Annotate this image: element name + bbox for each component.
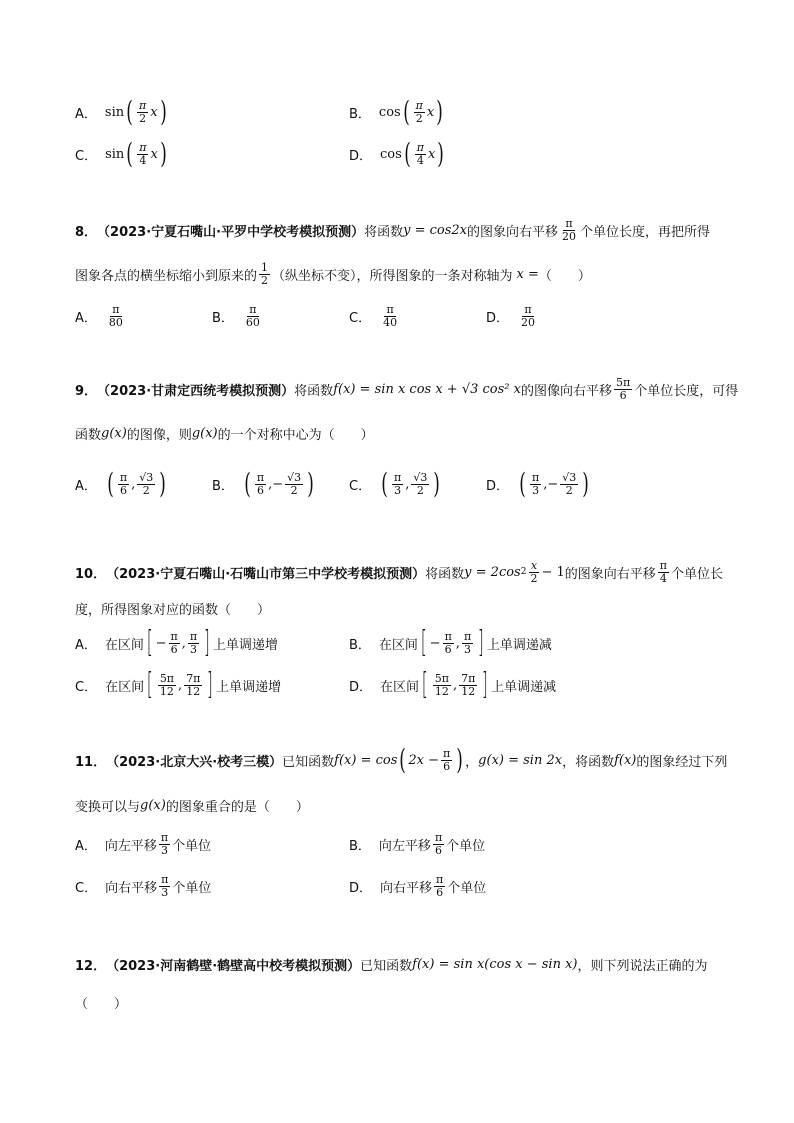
- q11-option-b: [349, 832, 485, 856]
- option-label: C．: [75, 679, 98, 695]
- answer-paren: （ ）: [75, 997, 128, 1012]
- q9-stem-line2: [75, 424, 374, 443]
- fraction: $\frac{\pi}{3}$: [160, 831, 169, 857]
- stem-text: 的图象经过下列: [636, 754, 728, 770]
- option-text: 上单调递增: [212, 637, 278, 653]
- option-text: 向右平移: [105, 880, 158, 896]
- option-label: C．: [75, 148, 98, 164]
- fraction: $\frac{\pi}{2}$: [139, 98, 147, 125]
- option-label: B．: [212, 310, 234, 326]
- option-label: A．: [75, 310, 97, 326]
- stem-text: 度，所得图象对应的函数（ ）: [75, 603, 271, 618]
- math-expression: g(x) = sin 2x: [478, 752, 563, 768]
- q11-stem-line2: [75, 796, 309, 815]
- fraction: $\frac{5\pi}{12}$: [159, 671, 175, 698]
- answer-paren: （ ）: [538, 268, 591, 284]
- option-text: 在区间: [378, 637, 418, 653]
- option-label: A．: [75, 637, 97, 653]
- q8-option-c: [349, 304, 401, 328]
- option-label: B．: [212, 478, 234, 494]
- option-text: 向左平移: [378, 838, 431, 854]
- stem-text: 个单位长度，可得: [634, 383, 739, 399]
- fraction: $\frac{7\pi}{12}$: [186, 671, 201, 698]
- fraction: $\frac{\pi}{3}$: [394, 470, 402, 497]
- q7-option-a: A． sin ( $\frac{\pi}{2}$ x ): [75, 95, 167, 128]
- q7-option-b: B． cos ( $\frac{\pi}{2}$ x ): [349, 95, 443, 128]
- fraction: $\frac{\pi}{3}$: [531, 470, 540, 497]
- q7-option-c: C． sin ( $\frac{\pi}{4}$ x ): [75, 137, 167, 170]
- question-number: 10．: [75, 566, 107, 582]
- math-expression: − 1: [541, 564, 565, 580]
- q10-stem-line1: [75, 560, 723, 584]
- fraction: $\frac{5\pi}{12}$: [434, 671, 449, 698]
- stem-text: 的图象向右平移: [467, 224, 559, 240]
- math-expression: g(x): [101, 426, 127, 441]
- math-expression: f(x) = sin x cos x + √3 cos² x: [333, 381, 521, 397]
- math-expression: f(x) = sin x(cos x − sin x): [412, 957, 578, 972]
- option-text: 上单调递减: [491, 679, 557, 695]
- stem-text: 个单位长度，再把所得: [580, 224, 711, 240]
- option-text: 在区间: [104, 637, 144, 653]
- fraction: $\frac{7\pi}{12}$: [461, 671, 476, 698]
- fraction: $\frac{\pi}{6}$: [256, 470, 265, 497]
- option-label: A．: [75, 838, 97, 854]
- fraction: $\frac{5\pi}{6}$: [616, 376, 631, 402]
- fraction: $\frac{\pi}{3}$: [161, 873, 169, 899]
- stem-text: （纵坐标不变），所得图象的一条对称轴为: [272, 268, 513, 284]
- q8-option-b: [212, 304, 264, 328]
- math-expression: f(x): [614, 752, 637, 768]
- variable: x: [426, 104, 435, 120]
- fraction: $\frac{\pi}{20}$: [562, 217, 577, 243]
- fraction: $\frac{√3}{2}$: [413, 470, 428, 497]
- question-number: 11．: [75, 754, 107, 770]
- question-source: （2023·河南鹤壁·鹤壁高中校考模拟预测）: [106, 959, 361, 974]
- option-label: C．: [349, 478, 372, 494]
- question-source: （2023·北京大兴·校考三模）: [106, 754, 283, 770]
- stem-text: 的图象向右平移: [564, 566, 656, 582]
- fraction: $\frac{\pi}{6}$: [119, 470, 128, 497]
- fraction: $\frac{\pi}{4}$: [416, 140, 424, 167]
- fraction: $\frac{\pi}{4}$: [659, 559, 668, 585]
- option-label: B．: [349, 838, 371, 854]
- stem-text: ，则下列说法正确的为: [577, 959, 708, 974]
- q9-option-a: A． ( $\frac{\pi}{6}$ , $\frac{√3}{2}$ ): [75, 467, 166, 500]
- variable: x: [150, 104, 158, 120]
- q9-stem-line1: [75, 377, 738, 401]
- fraction: $\frac{\pi}{80}$: [108, 303, 123, 329]
- stem-text: 函数: [75, 428, 102, 443]
- option-text: 向右平移: [380, 880, 433, 896]
- q10-option-a: A． 在区间 [ − $\frac{\pi}{6}$ , $\frac{\pi}{3}$ ] 上单调递增: [75, 625, 278, 660]
- question-number: 8．: [75, 224, 98, 240]
- sign: −: [272, 476, 284, 492]
- variable: x: [150, 146, 158, 162]
- option-label: D．: [349, 148, 373, 164]
- math-expression: g(x): [140, 798, 166, 813]
- stem-text: 个单位长: [671, 566, 724, 582]
- option-text: 在区间: [380, 679, 420, 695]
- exponent: 2: [520, 567, 527, 578]
- math-expression: g(x): [191, 426, 218, 441]
- function-name: sin: [104, 104, 125, 120]
- option-label: D．: [349, 880, 373, 896]
- fraction: $\frac{\pi}{4}$: [139, 140, 147, 167]
- fraction: $\frac{√3}{2}$: [139, 470, 154, 497]
- question-number: 9．: [75, 383, 98, 399]
- q10-stem-line2: [75, 599, 270, 618]
- fraction: $\frac{√3}{2}$: [562, 470, 577, 497]
- function-name: sin: [105, 146, 125, 162]
- q7-option-d: D． cos ( $\frac{\pi}{4}$ x ): [349, 137, 445, 170]
- fraction: $\frac{x}{2}$: [530, 559, 538, 585]
- option-label: B．: [349, 106, 371, 122]
- question-number: 12．: [75, 959, 107, 974]
- stem-text: 将函数: [294, 383, 334, 399]
- q9-option-d: D． ( $\frac{\pi}{3}$ , − $\frac{√3}{2}$ ): [486, 467, 589, 500]
- q8-option-a: [75, 304, 127, 328]
- stem-text: ，: [465, 754, 479, 770]
- sign: −: [155, 635, 167, 651]
- fraction: $\frac{\pi}{40}$: [383, 303, 398, 329]
- q12-stem-line2: [75, 993, 127, 1012]
- option-text: 个单位: [172, 880, 212, 896]
- fraction: $\frac{\pi}{6}$: [444, 629, 452, 656]
- math-expression: x =: [516, 266, 539, 282]
- stem-text: 的图象重合的是（ ）: [165, 800, 309, 815]
- fraction: $\frac{\pi}{6}$: [436, 873, 444, 899]
- fraction: $\frac{\pi}{3}$: [463, 629, 472, 656]
- variable: x: [427, 146, 436, 162]
- q8-stem-line1: [75, 218, 710, 242]
- stem-text: 变换可以与: [75, 800, 141, 815]
- math-expression: y = cos2x: [403, 222, 468, 238]
- q9-option-b: B． ( $\frac{\pi}{6}$ , − $\frac{√3}{2}$ ): [212, 467, 314, 500]
- option-text: 个单位: [447, 880, 487, 896]
- option-text: 个单位: [446, 838, 486, 854]
- option-label: B．: [349, 637, 371, 653]
- stem-text: 将函数: [425, 566, 465, 582]
- q10-option-d: D． 在区间 [ $\frac{5\pi}{12}$ , $\frac{7\pi}{12}$ ] 上单调递减: [349, 667, 557, 702]
- stem-text: 已知函数: [360, 959, 413, 974]
- stem-text: 的图像向右平移: [520, 383, 612, 399]
- q12-stem-line1: [75, 955, 708, 974]
- sign: −: [429, 635, 441, 651]
- fraction: $\frac{\pi}{6}$: [170, 629, 178, 656]
- q11-option-c: [75, 874, 211, 898]
- option-text: 在区间: [105, 679, 145, 695]
- fraction: $\frac{\pi}{3}$: [189, 629, 198, 656]
- q8-option-d: [486, 304, 539, 328]
- sign: −: [547, 476, 559, 492]
- option-label: A．: [75, 106, 97, 122]
- fraction: $\frac{\pi}{6}$: [434, 831, 443, 857]
- stem-text: 已知函数: [282, 754, 335, 770]
- q9-option-c: C． ( $\frac{\pi}{3}$ , $\frac{√3}{2}$ ): [349, 467, 441, 500]
- fraction: $\frac{\pi}{20}$: [521, 303, 536, 329]
- q10-option-b: B． 在区间 [ − $\frac{\pi}{6}$ , $\frac{\pi}{3}$ ] 上单调递减: [349, 625, 552, 660]
- q11-option-d: [349, 874, 486, 898]
- stem-text: 将函数: [364, 224, 404, 240]
- option-label: C．: [75, 880, 98, 896]
- option-label: C．: [349, 310, 372, 326]
- fraction: $\frac{√3}{2}$: [287, 470, 302, 497]
- function-name: cos: [380, 146, 402, 162]
- fraction: $\frac{1}{2}$: [261, 261, 269, 287]
- fraction: $\frac{\pi}{2}$: [415, 98, 423, 125]
- fraction: $\frac{\pi}{60}$: [245, 303, 260, 329]
- math-expression: f(x) = cos: [334, 752, 398, 768]
- option-label: A．: [75, 478, 97, 494]
- q11-stem-line1: 11． （2023·北京大兴·校考三模） 已知函数 f(x) = cos ( 2x − $\frac{\pi}{6}$ ) ， g(x) = sin 2x ，将函数 f(x) 的图象经过下列: [75, 743, 728, 776]
- stem-text: 图象各点的横坐标缩小到原来的: [75, 268, 258, 284]
- option-label: D．: [486, 478, 510, 494]
- stem-text: 的一个对称中心为（ ）: [217, 428, 374, 443]
- q8-stem-line2: [75, 262, 591, 286]
- q11-option-a: [75, 832, 211, 856]
- question-source: （2023·宁夏石嘴山·石嘴山市第三中学校考模拟预测）: [106, 566, 426, 582]
- question-source: （2023·甘肃定西统考模拟预测）: [97, 383, 295, 399]
- question-source: （2023·宁夏石嘴山·平罗中学校考模拟预测）: [97, 224, 365, 240]
- stem-text: ，将函数: [562, 754, 615, 770]
- math-expression: 2x −: [408, 752, 439, 768]
- function-name: cos: [378, 104, 401, 120]
- option-text: 向左平移: [104, 838, 157, 854]
- math-expression: y = 2cos: [464, 564, 521, 580]
- stem-text: 的图像，则: [126, 428, 192, 443]
- option-label: D．: [486, 310, 510, 326]
- option-label: D．: [349, 679, 373, 695]
- option-text: 上单调递减: [486, 637, 552, 653]
- q10-option-c: C． 在区间 [ $\frac{5\pi}{12}$ , $\frac{7\pi}{12}$ ] 上单调递增: [75, 667, 282, 702]
- option-text: 个单位: [172, 838, 212, 854]
- option-text: 上单调递增: [216, 679, 282, 695]
- fraction: $\frac{\pi}{6}$: [442, 746, 451, 773]
